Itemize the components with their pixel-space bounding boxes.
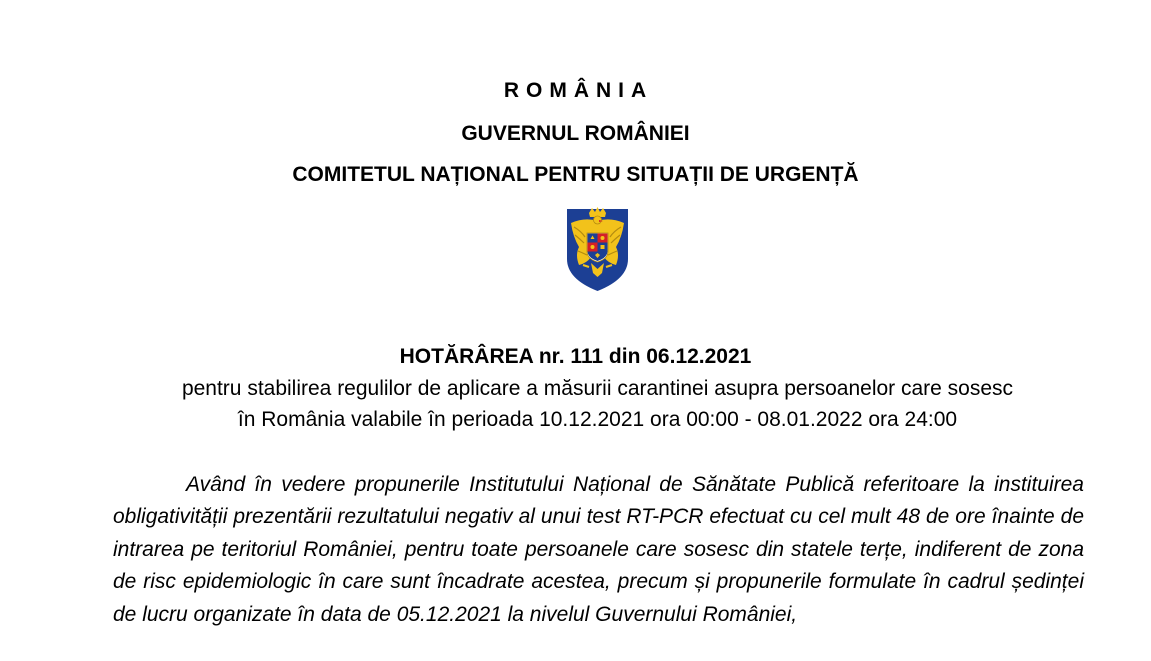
government-heading: GUVERNUL ROMÂNIEI bbox=[461, 122, 690, 145]
decision-subtitle-line1: pentru stabilirea regulilor de aplicare a măsurii carantinei asupra persoanelor care sosesc bbox=[181, 377, 1014, 400]
decision-title: HOTĂRÂREA nr. 111 din 06.12.2021 bbox=[399, 345, 752, 368]
preamble-paragraph: Având în vedere propunerile Institutului Național de Sănătate Publică referitoare la instituirea obligativității prezentării rezultatului negativ al unui test RT-PCR efectuat cu cel mult 48 de ore înainte de intrarea pe teritoriul României, pentru toate persoanele care sosesc din statele terțe, indiferent de zona de risc epidemiologic în care sunt încadrate acestea, precum și propunerile formulate în cadrul ședinței de lucru organizate în data de 05.12.2021 la nivelul Guvernului României, bbox=[113, 473, 1084, 626]
romania-coat-of-arms-icon bbox=[565, 207, 630, 293]
decision-subtitle-line2: în România valabile în perioada 10.12.2021 ora 00:00 - 08.01.2022 ora 24:00 bbox=[237, 408, 958, 431]
committee-heading: COMITETUL NAȚIONAL PENTRU SITUAȚII DE URGENȚĂ bbox=[292, 163, 859, 186]
country-heading: ROMÂNIA bbox=[503, 79, 654, 102]
